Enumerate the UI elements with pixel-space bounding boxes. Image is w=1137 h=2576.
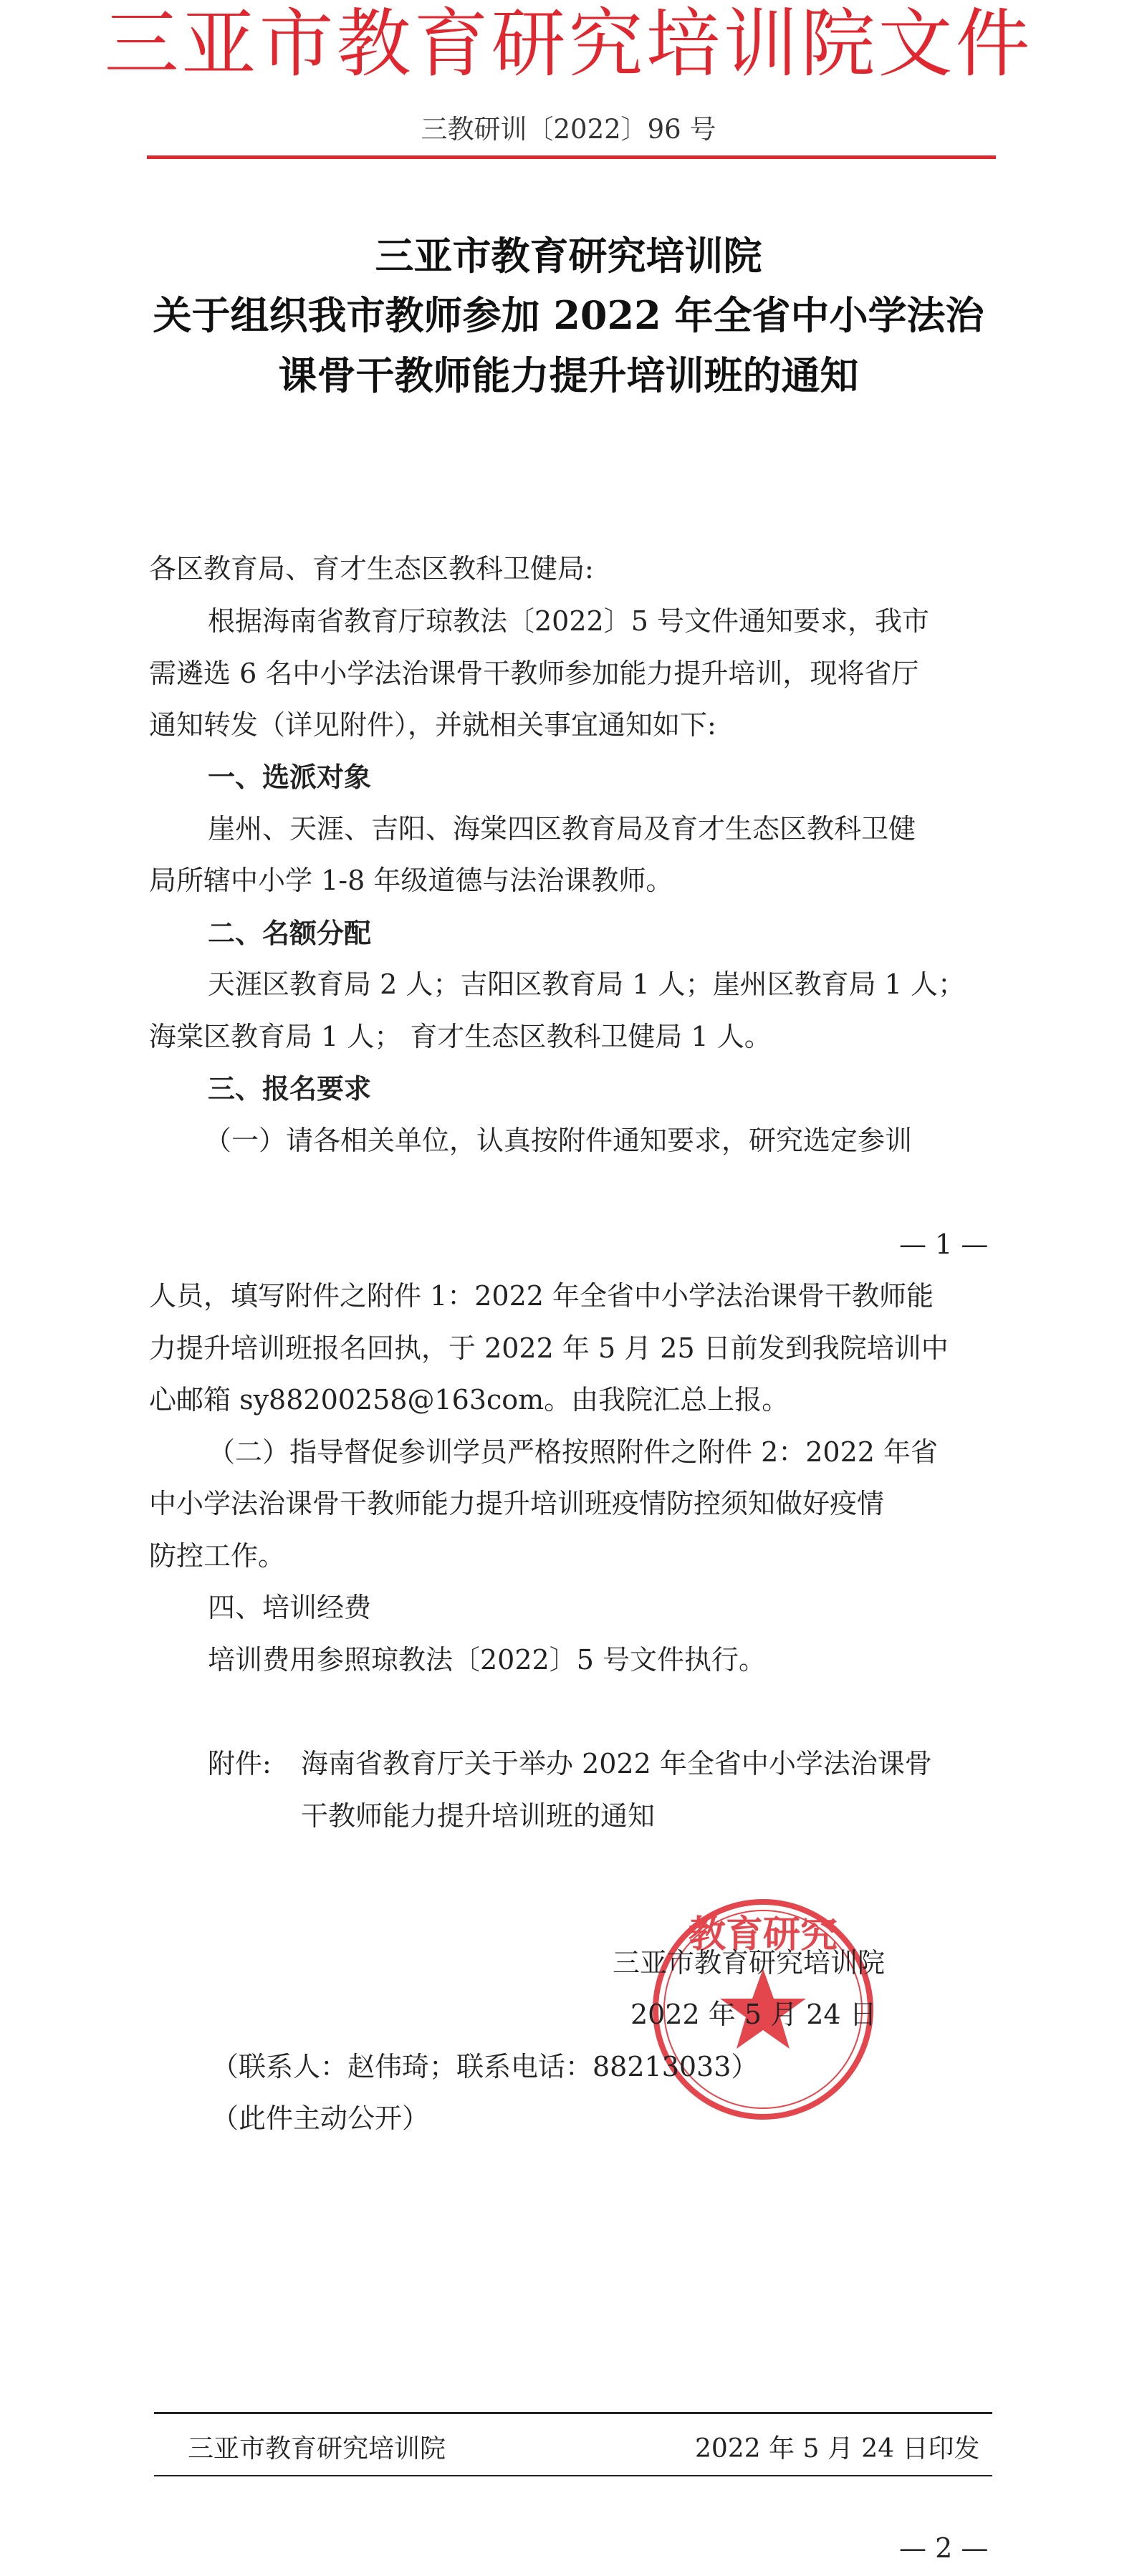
page-number-2: — 2 —: [899, 2532, 989, 2564]
notice-title-line-2: 关于组织我市教师参加 2022 年全省中小学法治: [153, 292, 984, 338]
section-3-paragraph-2-line: 防控工作。: [149, 1540, 286, 1572]
section-1-line: 崖州、天涯、吉阳、海棠四区教育局及育才生态区教科卫健: [208, 813, 916, 845]
section-2-line: 海棠区教育局 1 人； 育才生态区教科卫健局 1 人。: [149, 1021, 772, 1052]
section-4-heading: 四、培训经费: [208, 1592, 372, 1623]
section-3-paragraph-1-line: 心邮箱 sy88200258@163com。由我院汇总上报。: [149, 1384, 790, 1416]
intro-line: 通知转发（详见附件），并就相关事宜通知如下:: [149, 709, 716, 741]
attachment-line-2: 干教师能力提升培训班的通知: [301, 1800, 656, 1832]
disclosure-note: （此件主动公开）: [211, 2102, 430, 2134]
page-number-1: — 1 —: [899, 1229, 989, 1260]
contact-info: （联系人：赵伟琦；联系电话：88213033）: [211, 2051, 759, 2082]
document-header-title: 三亚市教育研究培训院文件: [104, 0, 1033, 87]
section-3-paragraph-2-line: （二）指导督促参训学员严格按照附件之附件 2：2022 年省: [208, 1436, 939, 1468]
header-red-rule: [147, 155, 996, 159]
footer-print-date: 2022 年 5 月 24 日印发: [695, 2434, 980, 2464]
section-3-paragraph-1-start: （一）请各相关单位，认真按附件通知要求，研究选定参训: [204, 1125, 913, 1156]
seal-text: 教育研究: [688, 1913, 838, 1956]
section-3-paragraph-1-line: 人员，填写附件之附件 1：2022 年全省中小学法治课骨干教师能: [149, 1280, 934, 1312]
intro-line: 需遴选 6 名中小学法治课骨干教师参加能力提升培训，现将省厅: [149, 658, 919, 689]
section-2-line: 天涯区教育局 2 人；吉阳区教育局 1 人；崖州区教育局 1 人；: [208, 969, 966, 1000]
section-3-paragraph-2-line: 中小学法治课骨干教师能力提升培训班疫情防控须知做好疫情: [149, 1488, 885, 1519]
footer-top-rule: [154, 2412, 992, 2414]
document-number: 三教研训〔2022〕96 号: [421, 114, 716, 145]
section-3-paragraph-1-line: 力提升培训班报名回执，于 2022 年 5 月 25 日前发到我院培训中: [149, 1332, 949, 1364]
footer-organization: 三亚市教育研究培训院: [188, 2434, 446, 2464]
section-4-line: 培训费用参照琼教法〔2022〕5 号文件执行。: [208, 1644, 766, 1676]
notice-title-line-1: 三亚市教育研究培训院: [375, 233, 762, 279]
attachment-line-1: 海南省教育厅关于举办 2022 年全省中小学法治课骨: [301, 1748, 932, 1779]
section-3-heading: 三、报名要求: [208, 1072, 372, 1105]
section-2-heading: 二、名额分配: [208, 917, 372, 949]
intro-line: 根据海南省教育厅琼教法〔2022〕5 号文件通知要求，我市: [208, 605, 929, 637]
salutation: 各区教育局、育才生态区教科卫健局:: [149, 553, 594, 585]
attachment-label: 附件:: [208, 1748, 272, 1779]
section-1-heading: 一、选派对象: [208, 761, 372, 793]
footer-bottom-rule: [154, 2475, 992, 2476]
signature-organization: 三亚市教育研究培训院: [613, 1947, 886, 1979]
section-1-line: 局所辖中小学 1-8 年级道德与法治课教师。: [149, 865, 673, 896]
notice-title-line-3: 课骨干教师能力提升培训班的通知: [278, 352, 859, 398]
signature-date: 2022 年 5 月 24 日: [630, 1999, 877, 2030]
